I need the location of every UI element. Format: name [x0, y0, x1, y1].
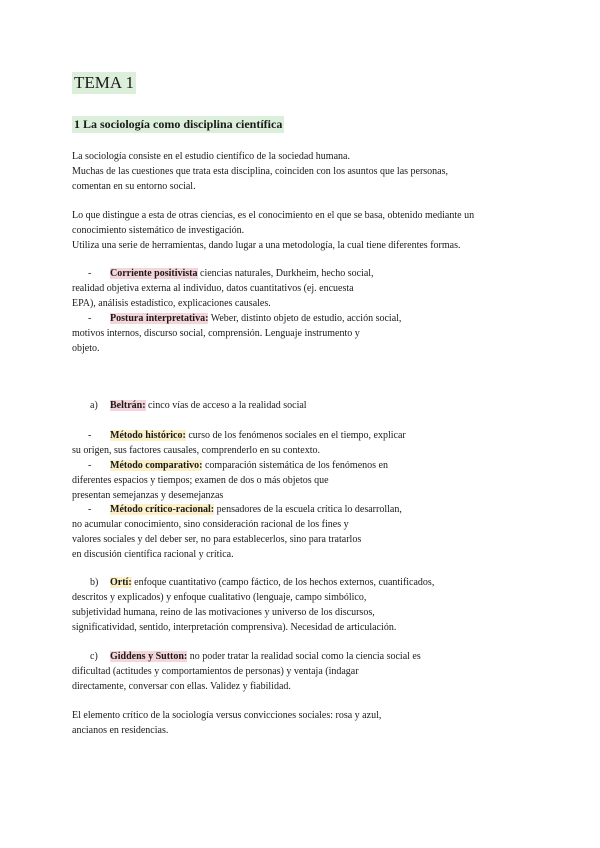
comparativo-line-2: diferentes espacios y tiempos; examen de dos o más objetos que — [72, 475, 329, 486]
comparativo-label: Método comparativo: — [110, 460, 203, 471]
beltran-text: cinco vías de acceso a la realidad social — [145, 400, 307, 411]
orti-text-1: enfoque cuantitativo (campo fáctico, de los hechos externos, cuantificados, — [131, 577, 435, 588]
closing-line-2: ancianos en residencias. — [72, 725, 169, 736]
historico-text-1: curso de los fenómenos sociales en el tiempo, explicar — [185, 430, 406, 441]
orti-label: Ortí: — [110, 577, 132, 588]
page-title: TEMA 1 — [74, 73, 134, 92]
intro-line-1: La sociología consiste en el estudio científico de la sociedad humana. — [72, 151, 350, 162]
interpretativa-line-1 — [88, 312, 401, 325]
interpretativa-line-2: motivos internos, discurso social, comprensión. Lenguaje instrumento y — [72, 328, 360, 339]
orti-line-4: significatividad, sentido, interpretación comprensiva). Necesidad de articulación. — [72, 622, 397, 633]
interpretativa-text-1: Weber, distinto objeto de estudio, acción social, — [208, 313, 402, 324]
interpretativa-label: Postura interpretativa: — [110, 313, 209, 324]
comparativo-line-3: presentan semejanzas y desemejanzas — [72, 490, 224, 501]
critico-label: Método crítico-racional: — [110, 504, 215, 515]
orti-line-2: descritos y explicados) y enfoque cualitativo (lenguaje, campo simbólico, — [72, 592, 367, 603]
orti-line-3: subjetividad humana, reino de las motivaciones y universo de los discursos, — [72, 607, 375, 618]
critico-line-3: valores sociales y del deber ser, no para establecerlos, sino para tratarlos — [72, 534, 362, 545]
bullet-dash: - — [88, 460, 92, 471]
giddens-line-1 — [90, 650, 421, 663]
orti-line-1 — [90, 576, 434, 589]
intro-line-3: comentan en su entorno social. — [72, 181, 196, 192]
bullet-dash: - — [88, 504, 92, 515]
positivista-line-2: realidad objetiva externa al individuo, datos cuantitativos (ej. encuesta — [72, 283, 354, 294]
historico-line-2: su origen, sus factores causales, comprenderlo en su contexto. — [72, 445, 320, 456]
closing-line-1: El elemento crítico de la sociología versus convicciones sociales: rosa y azul, — [72, 710, 382, 721]
positivista-line-3: EPA), análisis estadístico, explicaciones causales. — [72, 298, 271, 309]
giddens-label: Giddens y Sutton: — [110, 651, 188, 662]
intro-line-2: Muchas de las cuestiones que trata esta disciplina, coinciden con los asuntos que las personas, — [72, 166, 449, 177]
distinction-line-3: Utiliza una serie de herramientas, dando lugar a una metodología, la cual tiene diferentes formas. — [72, 240, 461, 251]
positivista-line-1 — [88, 267, 374, 280]
comparativo-text-1: comparación sistemática de los fenómenos en — [202, 460, 388, 471]
bullet-dash: - — [88, 430, 92, 441]
positivista-text-1: ciencias naturales, Durkheim, hecho social, — [197, 268, 374, 279]
interpretativa-line-3: objeto. — [72, 343, 100, 354]
list-marker: a) — [90, 400, 98, 411]
historico-line-1 — [88, 429, 406, 442]
critico-line-2: no acumular conocimiento, sino consideración racional de los fines y — [72, 519, 349, 530]
giddens-text-1: no poder tratar la realidad social como la ciencia social es — [187, 651, 421, 662]
distinction-line-2: conocimiento sistemático de investigación. — [72, 225, 245, 236]
bullet-dash: - — [88, 313, 92, 324]
distinction-line-1: Lo que distingue a esta de otras ciencias, es el conocimiento en el que se basa, obtenido mediante un — [72, 210, 475, 221]
section-heading: 1 La sociología como disciplina científica — [74, 117, 283, 131]
giddens-line-2: dificultad (actitudes y comportamientos de personas) y ventaja (indagar — [72, 666, 359, 677]
positivista-label: Corriente positivista — [110, 268, 198, 279]
critico-line-4: en discusión científica racional y crítica. — [72, 549, 234, 560]
beltran-line — [90, 399, 307, 412]
critico-text-1: pensadores de la escuela crítica lo desarrollan, — [214, 504, 402, 515]
comparativo-line-1 — [88, 459, 388, 472]
critico-line-1 — [88, 503, 402, 516]
giddens-line-3: directamente, conversar con ellas. Validez y fiabilidad. — [72, 681, 291, 692]
list-marker: b) — [90, 577, 99, 588]
bullet-dash: - — [88, 268, 92, 279]
beltran-label: Beltrán: — [110, 400, 146, 411]
list-marker: c) — [90, 651, 98, 662]
historico-label: Método histórico: — [110, 430, 186, 441]
